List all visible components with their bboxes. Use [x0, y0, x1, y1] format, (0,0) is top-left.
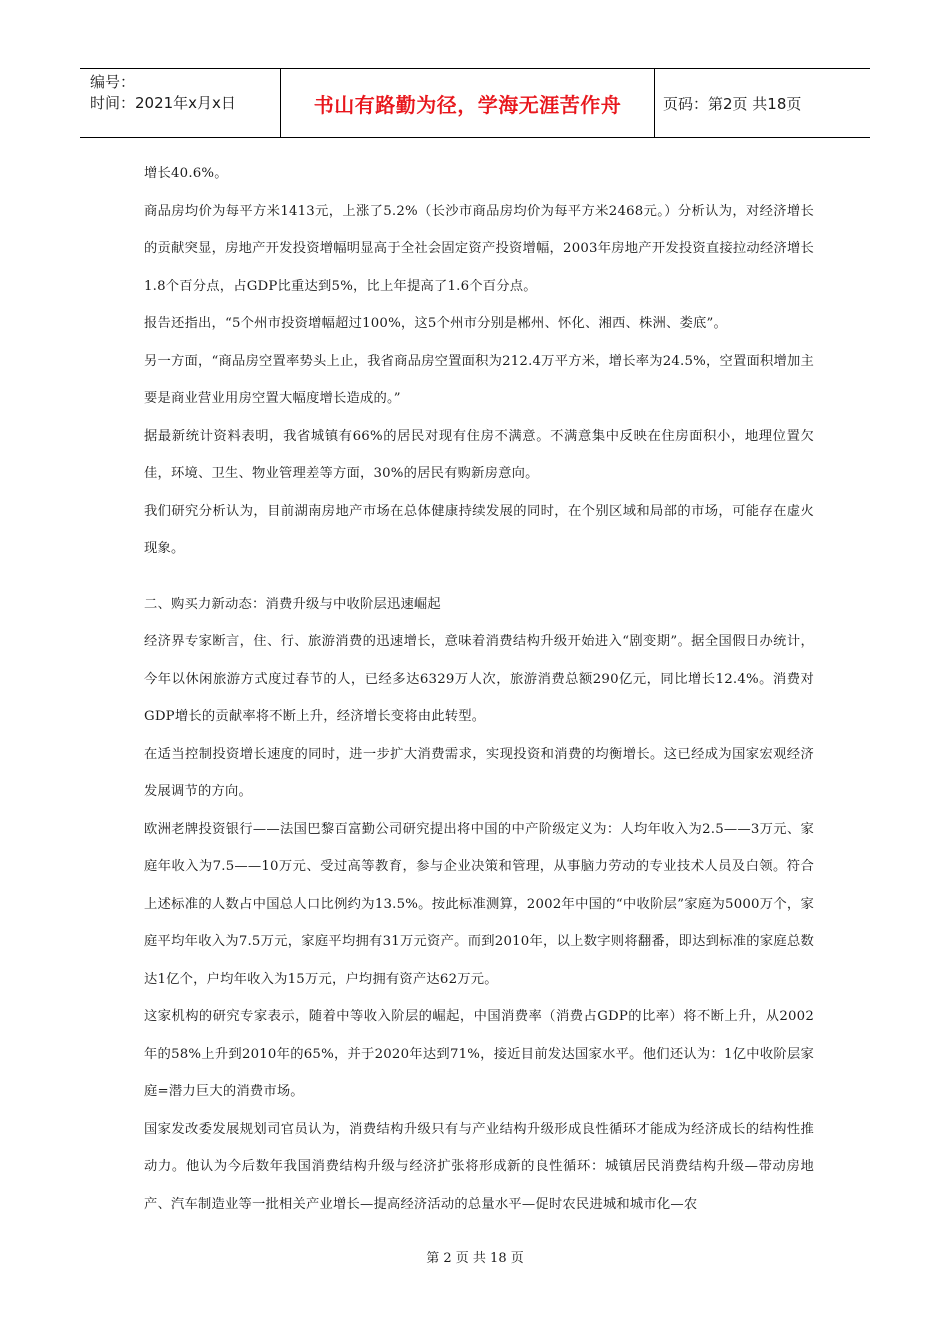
paragraph: 商品房均价为每平方米1413元，上涨了5.2%（长沙市商品房均价为每平方米2468元。）分析认为，对经济增长的贡献突显，房地产开发投资增幅明显高于全社会固定资产投资增幅，2003年房地产开发投资直接拉动经济增长1.8个百分点，占GDP比重达到5%，比上年提高了1.6个百分点。 [144, 203, 814, 294]
header-motto: 书山有路勤为径，学海无涯苦作舟 [280, 69, 655, 137]
paragraph: 我们研究分析认为，目前湖南房地产市场在总体健康持续发展的同时，在个别区域和局部的市场，可能存在虚火现象。 [144, 503, 814, 556]
page-header [80, 68, 870, 138]
paragraph: 报告还指出，“5个州市投资增幅超过100%，这5个州市分别是郴州、怀化、湘西、株洲、娄底”。 [144, 316, 728, 331]
paragraph: 另一方面，“商品房空置率势头上止，我省商品房空置面积为212.4万平方米，增长率为24.5%，空置面积增加主要是商业营业用房空置大幅度增长造成的。” [144, 353, 814, 406]
page-footer: 第 2 页 共 18 页 [426, 1251, 524, 1266]
document-time-label: 时间：2021年x月x日 [90, 94, 236, 112]
document-body [144, 155, 814, 1223]
paragraph: 在适当控制投资增长速度的同时，进一步扩大消费需求，实现投资和消费的均衡增长。这已经成为国家宏观经济发展调节的方向。 [144, 746, 814, 799]
section-heading: 二、购买力新动态：消费升级与中收阶层迅速崛起 [144, 596, 441, 612]
paragraph: 据最新统计资料表明，我省城镇有66%的居民对现有住房不满意。不满意集中反映在住房面积小，地理位置欠佳，环境、卫生、物业管理差等方面，30%的居民有购新房意向。 [144, 428, 814, 481]
header-page-number: 页码：第2页 共18页 [663, 94, 802, 113]
paragraph: 经济界专家断言，住、行、旅游消费的迅速增长，意味着消费结构升级开始进入“剧变期”。据全国假日办统计，今年以休闲旅游方式度过春节的人，已经多达6329万人次，旅游消费总额290亿元，同比增长12.4%。消费对GDP增长的贡献率将不断上升，经济增长变将由此转型。 [144, 634, 814, 724]
document-number-label: 编号： [90, 73, 136, 91]
paragraph: 增长40.6%。 [144, 166, 228, 181]
paragraph: 欧洲老牌投资银行——法国巴黎百富勤公司研究提出将中国的中产阶级定义为：人均年收入为2.5——3万元、家庭年收入为7.5——10万元、受过高等教育，参与企业决策和管理，从事脑力劳动的专业技术人员及白领。符合上述标准的人数占中国总人口比例约为13.5%。按此标准测算，2002年中国的“中收阶层”家庭为5000万个，家庭平均年收入为7.5万元，家庭平均拥有31万元资产。而到2010年，以上数字则将翻番，即达到标准的家庭总数达1亿个，户均年收入为15万元，户均拥有资产达62万元。 [144, 821, 814, 987]
paragraph: 这家机构的研究专家表示，随着中等收入阶层的崛起，中国消费率（消费占GDP的比率）将不断上升，从2002年的58%上升到2010年的65%，并于2020年达到71%，接近目前发达国家水平。他们还认为：1亿中收阶层家庭=潜力巨大的消费市场。 [144, 1009, 814, 1099]
paragraph: 国家发改委发展规划司官员认为，消费结构升级只有与产业结构升级形成良性循环才能成为经济成长的结构性推动力。他认为今后数年我国消费结构升级与经济扩张将形成新的良性循环：城镇居民消费结构升级—带动房地产、汽车制造业等一批相关产业增长—提高经济活动的总量水平—促时农民进城和城市化—农 [144, 1121, 814, 1212]
header-meta [80, 69, 280, 137]
